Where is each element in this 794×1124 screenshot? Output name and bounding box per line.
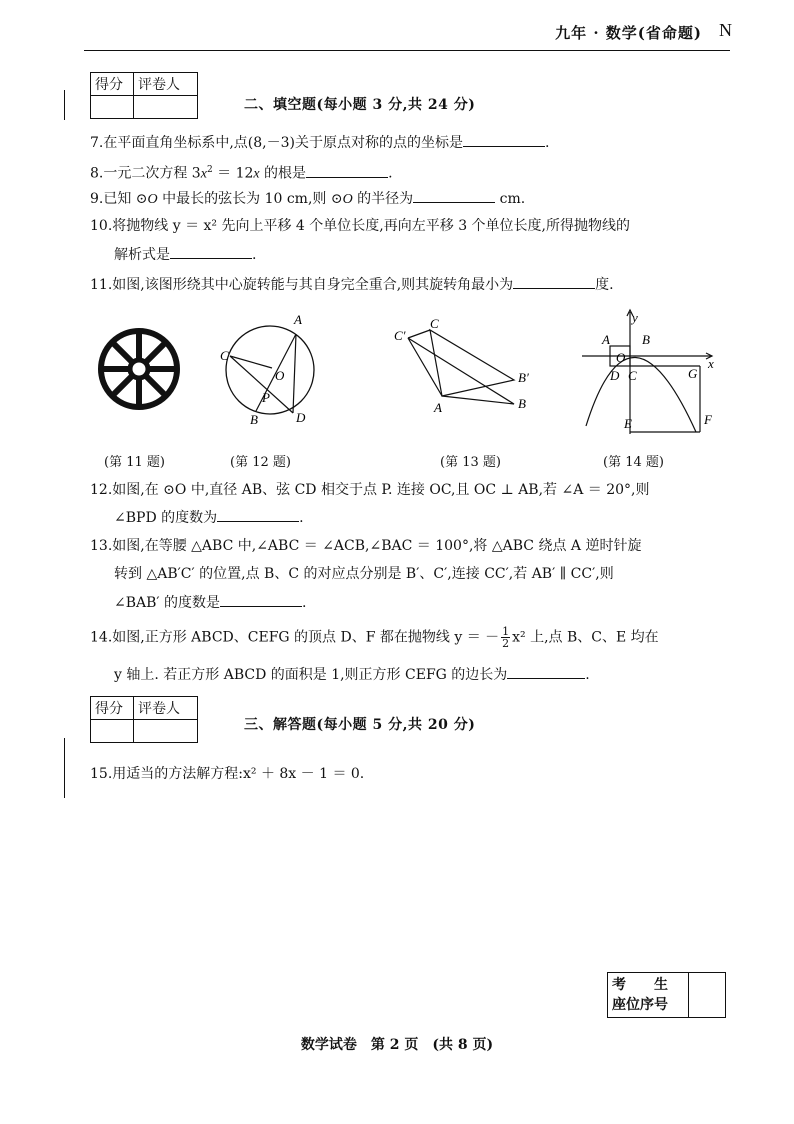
question-14-line2: y 轴上. 若正方形 ABCD 的面积是 1,则正方形 CEFG 的边长为 . (114, 664, 590, 685)
fig14-label: x (708, 356, 714, 371)
fig13-label: C (430, 316, 439, 331)
header-rule (84, 50, 730, 51)
fig12-label: A (294, 312, 302, 327)
caption-14: (第 14 题) (603, 455, 664, 470)
fig13-label: B (518, 396, 526, 411)
grader-label: 评卷人 (134, 73, 198, 96)
grader-cell[interactable] (134, 96, 198, 119)
question-10-line2: 解析式是 . (114, 244, 256, 265)
fig14-label: A (602, 332, 610, 347)
question-11: 11.如图,该图形绕其中心旋转能与其自身完全重合,则其旋转角最小为 度. (90, 274, 614, 295)
caption-12: (第 12 题) (230, 455, 291, 470)
seat-number-box (607, 972, 726, 1018)
answer-blank[interactable] (170, 244, 252, 259)
fig14-label: D (610, 368, 620, 383)
fig13-label: A (434, 400, 442, 415)
fig14-label: y (632, 310, 638, 325)
margin-bar (64, 738, 65, 798)
caption-11: (第 11 题) (104, 455, 165, 470)
question-14: 14.如图,正方形 ABCD、CEFG 的顶点 D、F 都在抛物线 y ＝ － $\frac{1}{2}$ x² 上,点 B、C、E 均在 (90, 625, 659, 650)
fig12-label: D (296, 410, 306, 425)
question-12: 12.如图,在 ⊙O 中,直径 AB、弦 CD 相交于点 P. 连接 OC,且 OC ⊥ AB,若 ∠A ＝ 20°,则 (90, 482, 650, 498)
question-13-line2: 转到 △AB′C′ 的位置,点 B、C 的对应点分别是 B′、C′,连接 CC′,若 AB′ ∥ CC′,则 (114, 566, 614, 582)
grader-label: 评卷人 (134, 697, 198, 720)
score-cell[interactable] (91, 720, 134, 743)
section2-title: 二、填空题(每小题 3 分,共 24 分) (244, 97, 476, 113)
answer-blank[interactable] (220, 592, 302, 607)
fig12-label: B (250, 412, 258, 427)
fig14-label: E (624, 416, 632, 431)
score-label: 得分 (91, 697, 134, 720)
answer-blank[interactable] (507, 664, 585, 679)
score-label: 得分 (91, 73, 134, 96)
figure-11-wheel (96, 326, 182, 412)
answer-blank[interactable] (217, 507, 299, 522)
answer-blank[interactable] (306, 163, 388, 178)
figure-14-parabola (580, 306, 726, 436)
fig12-label: P (262, 390, 270, 405)
fig13-label: C′ (394, 328, 406, 343)
fig13-label: B′ (518, 370, 529, 385)
fig14-label: G (688, 366, 698, 381)
fig14-label: F (704, 412, 712, 427)
grader-cell[interactable] (134, 720, 198, 743)
score-cell[interactable] (91, 96, 134, 119)
fig12-label: C (220, 348, 229, 363)
fig14-label: C (628, 368, 637, 383)
score-box-section3 (90, 696, 198, 743)
header-title: 九年 · 数学(省命题) (555, 24, 702, 42)
caption-13: (第 13 题) (440, 455, 501, 470)
fig14-label: O (616, 350, 626, 365)
answer-blank[interactable] (463, 132, 545, 147)
margin-bar (64, 90, 65, 120)
section3-title: 三、解答题(每小题 5 分,共 20 分) (244, 717, 476, 733)
seat-input[interactable] (689, 973, 726, 1018)
question-13: 13.如图,在等腰 △ABC 中,∠ABC ＝ ∠ACB,∠BAC ＝ 100°,将 △ABC 绕点 A 逆时针旋 (90, 538, 642, 554)
question-8: 8.一元二次方程 $3x^2 = 12x$ 的根是 . (90, 160, 393, 185)
answer-blank[interactable] (413, 188, 495, 203)
question-15: 15.用适当的方法解方程:x² ＋ 8x － 1 ＝ 0. (90, 766, 365, 782)
figure-12-circle (214, 310, 324, 428)
header-mark: N (719, 20, 732, 40)
fig14-label: B (642, 332, 650, 347)
question-10: 10.将抛物线 y ＝ x² 先向上平移 4 个单位长度,再向左平移 3 个单位长度,所得抛物线的 (90, 218, 630, 234)
figure-13-triangles (390, 316, 540, 420)
fraction: $\frac{1}{2}$ (502, 625, 510, 650)
seat-label: 考 生 座位序号 (608, 973, 689, 1018)
answer-blank[interactable] (513, 274, 595, 289)
score-box-section2 (90, 72, 198, 119)
fig12-label: O (275, 368, 285, 383)
question-12-line2: ∠BPD 的度数为 . (114, 507, 304, 528)
question-9: 9.已知 ⊙O 中最长的弦长为 10 cm,则 ⊙O 的半径为 cm. (90, 188, 525, 210)
page-footer: 数学试卷 第 2 页 (共 8 页) (300, 1037, 494, 1053)
question-7: 7.在平面直角坐标系中,点(8,－3)关于原点对称的点的坐标是 . (90, 132, 549, 153)
question-13-line3: ∠BAB′ 的度数是 . (114, 592, 307, 613)
